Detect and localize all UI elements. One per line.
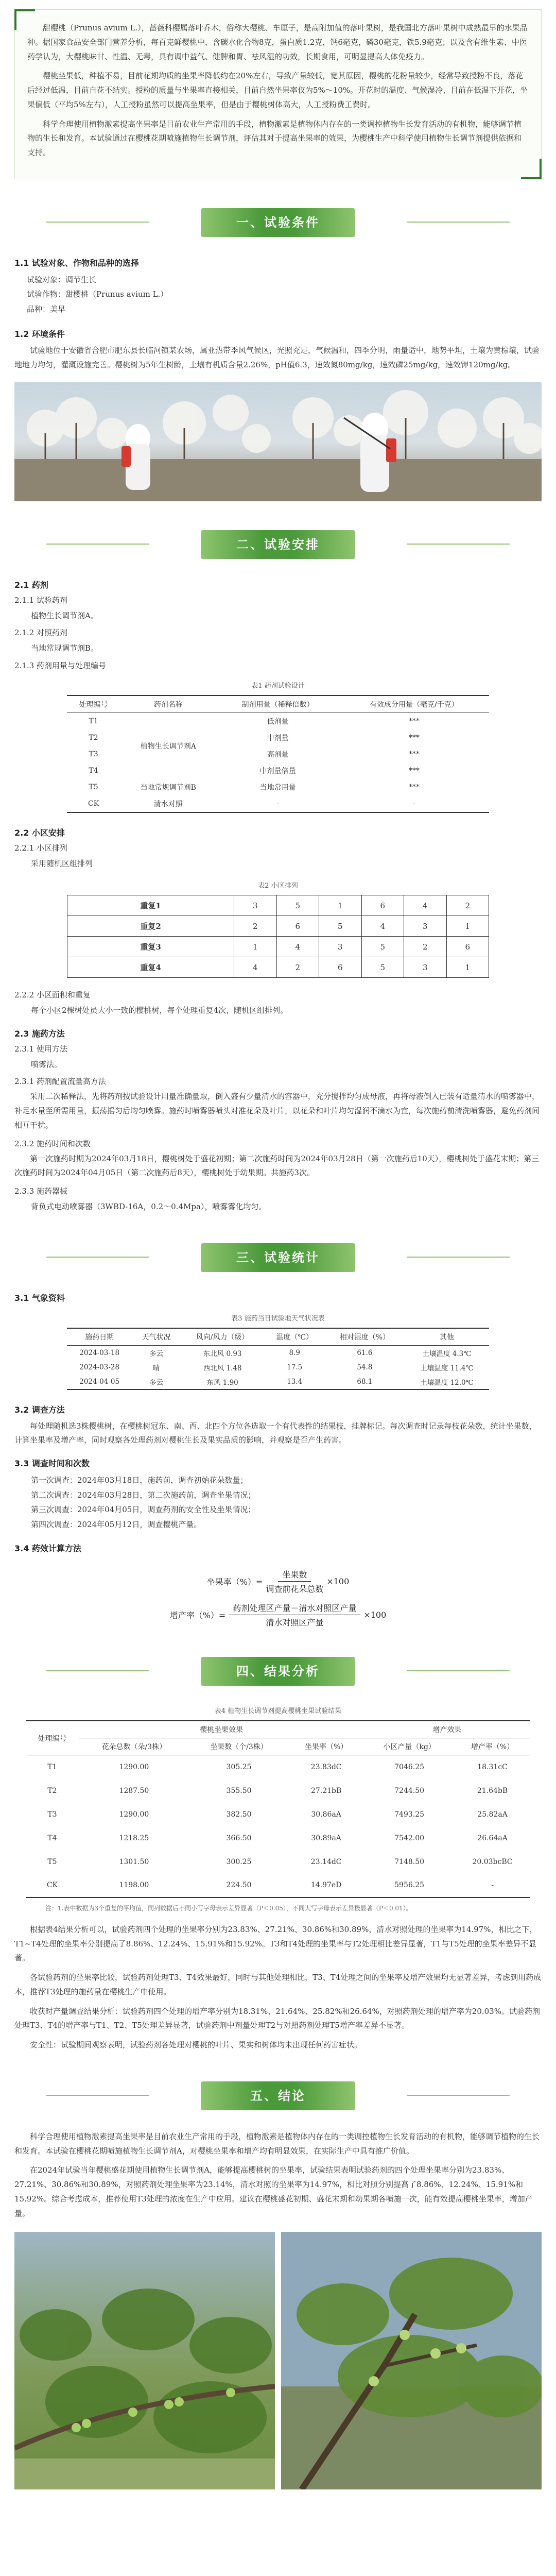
table-cell: *** — [408, 783, 420, 791]
formula-1-left: 坐果率（%）= — [206, 1577, 263, 1587]
table-cell: 8.9 — [289, 1348, 300, 1357]
table-cell: T5 — [47, 1857, 57, 1866]
section-1-header — [0, 208, 556, 239]
table-cell: 3 — [319, 937, 361, 957]
table-4-header: 小区产量（kg） — [364, 1738, 455, 1755]
heading-1-2: 1.2 环境条件 — [14, 329, 65, 340]
table-cell: 1 — [446, 957, 489, 978]
table-cell: 20.03bcBC — [472, 1857, 513, 1866]
table-cell: - — [216, 795, 339, 812]
section-3-header — [0, 1243, 556, 1274]
heading-1-1: 1.1 试验对象、作物和品种的选择 — [14, 258, 139, 268]
heading-2-1: 2.1 药剂 — [14, 580, 48, 590]
table-cell: 3 — [404, 957, 446, 978]
table-cell: 366.50 — [226, 1834, 252, 1842]
table-cell: 多云 — [149, 1349, 163, 1358]
table-3-header: 天气状况 — [132, 1328, 180, 1346]
table-cell: 23.83dC — [310, 1762, 342, 1771]
formula-2-numerator: 药剂处理区产量－清水对照区产量 — [229, 1602, 360, 1615]
table-row — [67, 1375, 489, 1389]
table-cell: 重复3 — [67, 937, 234, 957]
heading-2-1-2: 2.1.2 对照药剂 — [14, 628, 67, 638]
table-cell: 1290.00 — [119, 1762, 149, 1771]
text-variety: 品种：美早 — [27, 304, 66, 314]
table-cell: 6 — [319, 957, 361, 978]
table-cell: 当地常规调节剂B — [140, 783, 196, 792]
table-cell: 中剂量倍量 — [259, 767, 296, 775]
table-cell: 25.82aA — [477, 1810, 508, 1819]
table-cell: 2024-03-28 — [79, 1363, 120, 1371]
table-cell: 东北风 0.93 — [203, 1349, 242, 1358]
table-cell: 54.8 — [357, 1363, 373, 1371]
table-cell: 4 — [234, 957, 276, 978]
table-4-header: 增产率（%） — [455, 1738, 530, 1755]
intro-paragraph-1: 甜樱桃（Prunus avium L.），蔷薇科樱属落叶乔木，俗称大樱桃、车厘子，是高附加值的落叶果树，是我国北方落叶果树中成熟最早的水果品种。据国家食品安全部门营养分析，每百克鲜樱桃中，含碳水化合物8克，蛋白质1.2克，钙6毫克，磷30毫克，铁5.9毫克；以及含有维生素、中医药学认为，大樱桃味甘、性温、无毒，具有调中益气、健脾和胃、祛风湿的功效，长期食用，可明显提高人体免疫力。 — [27, 23, 528, 61]
photo-row-2 — [0, 2232, 556, 2489]
table-cell: 5 — [361, 937, 404, 957]
table-4-caption: 表4 植物生长调节剂提高樱桃坐果试验结果 — [214, 1707, 342, 1715]
table-cell: CK — [26, 1874, 79, 1897]
table-cell: 355.50 — [226, 1786, 252, 1795]
table-3-header: 相对湿度（%） — [325, 1328, 405, 1346]
table-cell: 中剂量 — [267, 734, 289, 742]
table-cell: T3 — [47, 1810, 57, 1819]
formula-1-numerator: 坐果数 — [278, 1568, 311, 1582]
table-4-header: 坐果数（个/3株） — [189, 1738, 288, 1755]
formula-block — [134, 1568, 422, 1628]
intro-paragraph-2: 樱桃坐果低，种植不易，目前花期均质的坐果率降低约在20%左右，导致产量较低，宽其原因，樱桃的花粉量较少，经常导致授粉不良，落花后经过低温，目前自花不结实。授粉的质量与坐果率直接相关，目前自然坐果率仅为5%～10%。开花时的温度、气候湿冷、目前在低温下开花，坐果偏低（平均5%左右），人工授粉虽然可以提高坐果率，但是由于樱桃树体高大，人工授粉费工费时。 — [27, 71, 528, 109]
table-cell: *** — [408, 717, 420, 725]
table-cell: T4 — [89, 766, 98, 775]
table-cell: 21.64bB — [477, 1786, 508, 1795]
text-survey-1: 第一次调查：2024年03月18日，施药前，调查初始花朵数量； — [31, 1476, 248, 1485]
heading-2-3-1: 2.3.1 使用方法 — [14, 1044, 67, 1054]
table-3-header: 温度（℃） — [265, 1328, 325, 1346]
conclusion-paragraph-1: 科学合理使用植物激素提高坐果率是目前农业生产常用的手段，植物激素是植物体内存在的一类调控植物生长发育活动的有机物，能够调节植物的生长和发育。本试验在樱桃花期喷施植物生长调节剂A，对樱桃坐果率和增产均有明显效果，在实际生产中具有推广价值。 — [14, 2131, 540, 2156]
dosage-table — [67, 695, 489, 813]
text-control-agent: 当地常规调节剂B。 — [31, 643, 99, 653]
table-cell: 重复1 — [67, 895, 234, 916]
env-paragraph: 试验地位于安徽省合肥市肥东县长临河镇某农场，属亚热带季风气候区，光照充足，气候温和，四季分明，雨量适中，地势平坦，土壤为黄棕壤，试验地地力均匀，灌溉设施完善。樱桃树为5年生树龄，土壤有机质含量2.26%，pH值6.3，速效氮80mg/kg，速效磷25mg/kg，速效钾120mg/kg。 — [14, 346, 540, 369]
table-cell: *** — [408, 766, 420, 775]
table-cell: 5 — [361, 957, 404, 978]
plot-layout-table — [67, 895, 489, 978]
table-cell: 2 — [276, 957, 319, 978]
formula-2-right: ×100 — [363, 1610, 387, 1620]
table-cell: 多云 — [132, 1375, 180, 1389]
table-cell: 东风 1.90 — [181, 1375, 265, 1389]
table-3-header: 风向/风力（级） — [181, 1328, 265, 1346]
table-cell: 27.21bB — [310, 1786, 342, 1795]
table-cell: T1 — [89, 717, 98, 725]
table-cell: 1 — [446, 916, 489, 937]
table-cell: T3 — [89, 750, 98, 758]
table-cell: T2 — [47, 1786, 57, 1795]
table-cell: 1 — [234, 937, 276, 957]
table-row — [67, 779, 489, 795]
results-paragraph-3: 收获时产量调查结果分析：试验药剂四个处理的增产率分别为18.31%、21.64%、25.82%和26.64%，对照药剂处理的增产率为20.03%。试验药剂处理T3、T4的增产率与T1、T2、T5处理差异显著，试验药剂中剂量处理T2与对照药剂处理T5增产率差异不显著。 — [14, 2006, 540, 2030]
table-cell: 1198.00 — [79, 1874, 189, 1897]
section-1-title: 一、试验条件 — [236, 215, 320, 230]
formula-fruit-set-rate — [134, 1568, 422, 1595]
weather-table — [67, 1328, 489, 1390]
table-cell: 土壤温度 4.3℃ — [422, 1349, 472, 1358]
table-cell: 4 — [276, 937, 319, 957]
table-cell: T4 — [47, 1834, 57, 1842]
table-cell: 高剂量 — [267, 750, 289, 759]
table-cell: 4 — [404, 895, 446, 916]
table-cell: *** — [408, 733, 420, 742]
table-4-header: 处理编号 — [26, 1721, 79, 1755]
formula-2-left: 增产率（%）= — [169, 1611, 226, 1620]
table-cell: 300.25 — [226, 1857, 252, 1866]
table-row — [67, 937, 489, 957]
table-3-caption: 表3 施药当日试验地天气状况表 — [231, 1314, 325, 1323]
text-test-agent: 植物生长调节剂A。 — [31, 611, 98, 620]
results-paragraph-1: 根据表4结果分析可以，试验药剂四个处理的坐果率分别为23.83%、27.21%、30.86%和30.89%，清水对照处理的坐果率为14.97%，相比之下，T1~T4处理的坐果率分别提高了8.86%、12.24%、15.91%和15.92%。T3和T4处理的坐果率与T2处理相比差异显著，T1与T5处理的坐果率差异不显著。 — [14, 1924, 537, 1963]
table-row — [26, 1850, 530, 1874]
heading-2-2-2: 2.2.2 小区面积和重复 — [14, 990, 91, 1000]
section-4-content — [0, 1705, 556, 2053]
section-2-content — [0, 579, 556, 1214]
section-1-content — [0, 257, 556, 372]
table-cell: 2 — [446, 895, 489, 916]
text-object: 试验对象：调节生长 — [27, 275, 97, 284]
table-row — [26, 1826, 530, 1850]
table-row — [26, 1874, 530, 1897]
table-4-header: 坐果率（%） — [288, 1738, 364, 1755]
section-2-title: 二、试验安排 — [236, 537, 320, 552]
heading-3-4: 3.4 药效计算方法 — [14, 1544, 81, 1553]
table-cell: 土壤温度 11.4℃ — [420, 1364, 474, 1372]
text-equipment: 背负式电动喷雾器（3WBD-16A，0.2～0.4Mpa），喷雾雾化均匀。 — [31, 1202, 267, 1211]
heading-2-1-1: 2.1.1 试验药剂 — [14, 595, 67, 605]
table-row — [67, 1345, 489, 1360]
formula-2-denominator: 清水对照区产量 — [266, 1618, 324, 1628]
table-2-caption: 表2 小区排列 — [258, 882, 298, 890]
table-cell: T5 — [89, 783, 98, 791]
table-cell: 382.50 — [226, 1810, 252, 1819]
results-table — [26, 1720, 530, 1898]
text-crop: 试验作物：甜樱桃（Prunus avium L.） — [27, 290, 168, 299]
table-cell: 6 — [361, 895, 404, 916]
table-cell: 1287.50 — [119, 1786, 149, 1795]
table-row — [26, 1803, 530, 1826]
table-cell: 低剂量 — [267, 717, 289, 726]
table-1-header: 药剂名称 — [120, 696, 216, 713]
table-cell: 1218.25 — [119, 1834, 149, 1842]
table-row — [26, 1779, 530, 1803]
table-cell: 23.14dC — [310, 1857, 342, 1866]
text-survey-method: 每处理随机选3株樱桃树，在樱桃树冠东、南、西、北四个方位各选取一个有代表性的结果枝，挂牌标记。每次调查时记录每枝花朵数，统计坐果数，计算坐果率及增产率，同时观察各处理药剂对樱桃生长及果实品质的影响，并观察是否产生药害。 — [14, 1421, 537, 1445]
table-row — [67, 713, 489, 730]
table-4-header: 花朵总数（朵/3株） — [79, 1738, 189, 1755]
text-preparation: 采用二次稀释法，先将药剂按试验设计用量准确量取，倒入盛有少量清水的容器中，充分搅拌均匀成母液，再将母液倒入已装有适量清水的喷雾器中，补足水量至所需用量，振荡摇匀后均匀喷雾。施药时喷雾器喷头对准花朵及叶片，以花朵和叶片均匀湿润不滴水为宜，每次施药前清洗喷雾器，避免药剂间相互干扰。 — [14, 1092, 540, 1130]
results-paragraph-4: 安全性：试验期间观察表明，试验药剂各处理对樱桃的叶片、果实和树体均未出现任何药害症状。 — [30, 2040, 362, 2050]
section-5-header — [0, 2081, 556, 2112]
table-3-header: 施药日期 — [67, 1328, 132, 1346]
table-row — [67, 895, 489, 916]
table-cell: 土壤温度 12.0℃ — [405, 1375, 489, 1389]
formula-yield-increase — [134, 1602, 422, 1628]
table-cell: 5 — [276, 895, 319, 916]
table-cell: 4 — [361, 916, 404, 937]
text-survey-4: 第四次调查：2024年05月12日，调查樱桃产量。 — [31, 1519, 202, 1529]
table-cell: 18.31cC — [477, 1762, 508, 1771]
text-arrangement: 采用随机区组排列 — [31, 858, 93, 868]
table-cell: - — [455, 1874, 530, 1897]
cherry-branch-photo-right — [281, 2232, 542, 2489]
heading-2-3-3: 2.3.3 施药器械 — [14, 1187, 67, 1196]
table-cell: 14.97eD — [288, 1874, 364, 1897]
table-4-note: 注：1.表中数据为3个重复的平均值，同列数据后不同小写字母表示差异显著（P＜0.05），不同大写字母表示差异极显著（P＜0.01）。 — [45, 1904, 412, 1912]
table-cell: 5 — [319, 916, 361, 937]
section-4-header — [0, 1657, 556, 1688]
table-row — [67, 916, 489, 937]
table-cell: *** — [408, 750, 420, 758]
table-cell: 1 — [319, 895, 361, 916]
table-cell: 2024-03-18 — [79, 1348, 120, 1357]
section-5-content — [0, 2130, 556, 2221]
table-cell: 7148.50 — [394, 1857, 425, 1866]
table-cell: T1 — [47, 1762, 57, 1771]
table-cell: 植物生长调节剂A — [140, 742, 196, 751]
table-cell: 2 — [234, 916, 276, 937]
section-3-title: 三、试验统计 — [236, 1250, 320, 1265]
table-cell: 晴 — [152, 1364, 160, 1372]
table-cell: 重复4 — [67, 957, 234, 978]
table-cell: 5956.25 — [364, 1874, 455, 1897]
table-cell: 7542.00 — [394, 1834, 425, 1842]
results-paragraph-2: 各试验药剂的坐果率比较，试验药剂处理T3、T4效果最好，同时与其他处理相比，T3、T4处理之间的坐果率及增产效果均无显著差异，考虑到用药成本，推荐T3处理的施药量在樱桃生产中使用。 — [14, 1973, 542, 1996]
table-cell: CK — [67, 795, 120, 812]
text-survey-3: 第三次调查：2024年04月05日，调查药剂的安全性及坐果情况； — [31, 1505, 256, 1514]
table-cell: 68.1 — [325, 1375, 405, 1389]
table-cell: 17.5 — [287, 1363, 303, 1371]
text-timing: 第一次施药时期为2024年03月18日，樱桃树处于盛花初期；第二次施药时间为2024年03月28日（第一次施药后10天），樱桃树处于盛花末期；第三次施药时间为2024年04月05日（第二次施药后8天），樱桃树处于幼果期。共施药3次。 — [14, 1154, 540, 1178]
table-1-caption: 表1 药剂试验设计 — [251, 682, 305, 690]
heading-2-2-1: 2.2.1 小区排列 — [14, 843, 67, 853]
heading-2-3: 2.3 施药方法 — [14, 1028, 65, 1039]
table-1-header: 处理编号 — [67, 696, 120, 713]
table-cell: 224.50 — [189, 1874, 288, 1897]
table-cell: 重复2 — [67, 916, 234, 937]
table-cell: T2 — [89, 733, 98, 742]
text-method: 喷雾法。 — [31, 1059, 62, 1069]
table-cell: 清水对照 — [120, 795, 216, 812]
formula-1-denominator: 调查前花朵总数 — [266, 1584, 324, 1594]
table-cell: 30.86aA — [311, 1810, 341, 1819]
table-cell: 13.4 — [265, 1375, 325, 1389]
heading-2-3-2: 2.3.2 施药时间和次数 — [14, 1139, 91, 1148]
cherry-branch-photo-left — [14, 2232, 275, 2489]
text-survey-2: 第二次调查：2024年03月28日，第二次施药前，调查坐果情况； — [31, 1490, 256, 1500]
heading-3-1: 3.1 气象资料 — [14, 1293, 65, 1303]
table-cell: 3 — [404, 916, 446, 937]
table-row — [67, 1360, 489, 1375]
table-cell: 6 — [276, 916, 319, 937]
heading-3-2: 3.2 调查方法 — [14, 1404, 65, 1415]
intro-paragraph-3: 科学合理使用植物激素提高坐果率是目前农业生产常用的手段，植物激素是植物体内存在的一类调控植物生长发育活动的有机物，能够调节植物的生长和发育。本试验通过在樱桃花期喷施植物生长调节剂，评估其对于提高坐果率的效果，为樱桃生产中科学使用植物生长调节剂提供依据和支持。 — [27, 119, 522, 157]
table-cell: 西北风 1.48 — [203, 1364, 242, 1372]
table-cell: 2 — [404, 937, 446, 957]
table-4-group-header: 增产效果 — [364, 1721, 530, 1738]
table-3-header: 其他 — [405, 1328, 489, 1346]
table-4-group-header: 樱桃坐果效果 — [79, 1721, 364, 1738]
table-cell: - — [339, 795, 489, 812]
photo-row-1 — [0, 382, 556, 501]
section-5-title: 五、结论 — [250, 2088, 306, 2103]
table-row — [67, 795, 489, 812]
table-cell: 61.6 — [357, 1348, 373, 1357]
heading-2-1-3: 2.1.3 药剂用量与处理编号 — [14, 660, 106, 670]
table-cell: 7493.25 — [394, 1810, 425, 1819]
table-cell: 7046.25 — [394, 1762, 425, 1771]
table-cell: 6 — [446, 937, 489, 957]
heading-2-2: 2.2 小区安排 — [14, 827, 65, 838]
table-cell: 7244.50 — [394, 1786, 425, 1795]
table-cell: 305.25 — [226, 1762, 252, 1771]
table-cell: 2024-04-05 — [67, 1375, 132, 1389]
intro-box — [14, 9, 542, 179]
table-cell: 1290.00 — [119, 1810, 149, 1819]
formula-1-right: ×100 — [326, 1577, 350, 1586]
section-2-header — [0, 530, 556, 561]
table-cell: 26.64aA — [477, 1834, 508, 1842]
orchard-spraying-photo — [14, 382, 542, 501]
table-cell: 1301.50 — [119, 1857, 149, 1866]
text-plot-area: 每个小区2棵树处员大小一致的樱桃树，每个处理重复4次，随机区组排列。 — [31, 1006, 288, 1015]
table-cell: 3 — [234, 895, 276, 916]
conclusion-paragraph-2: 在2024年试验当年樱桃盛花期使用植物生长调节剂A，能够提高樱桃树的坐果率，试验结果表明试验药剂的四个处理坐果率分别为23.83%、27.21%、30.86%和30.89%，对照药剂处理坐果率为23.14%，清水对照的坐果率为14.97%，相比对照分别提高了8.86%、12.24%、15.91%和15.92%。综合考虑成本，推荐使用T3处理的浓度在生产中应用。建议在樱桃盛花初期、盛花末期和幼果期各喷施一次，能有效提高樱桃坐果率，增加产量。 — [14, 2165, 533, 2218]
table-cell: 30.89aA — [311, 1834, 341, 1842]
heading-2-3-1b: 2.3.1 药剂配置流量高方法 — [14, 1077, 106, 1087]
table-1-header: 制剂用量（稀释倍数） — [216, 696, 339, 713]
section-4-title: 四、结果分析 — [236, 1664, 320, 1679]
section-3-content — [0, 1292, 556, 1629]
table-row — [26, 1755, 530, 1779]
table-cell: 当地常用量 — [259, 783, 296, 792]
table-1-header: 有效成分用量（毫克/千克） — [339, 696, 489, 713]
heading-3-3: 3.3 调查时间和次数 — [14, 1459, 90, 1468]
table-row — [67, 957, 489, 978]
